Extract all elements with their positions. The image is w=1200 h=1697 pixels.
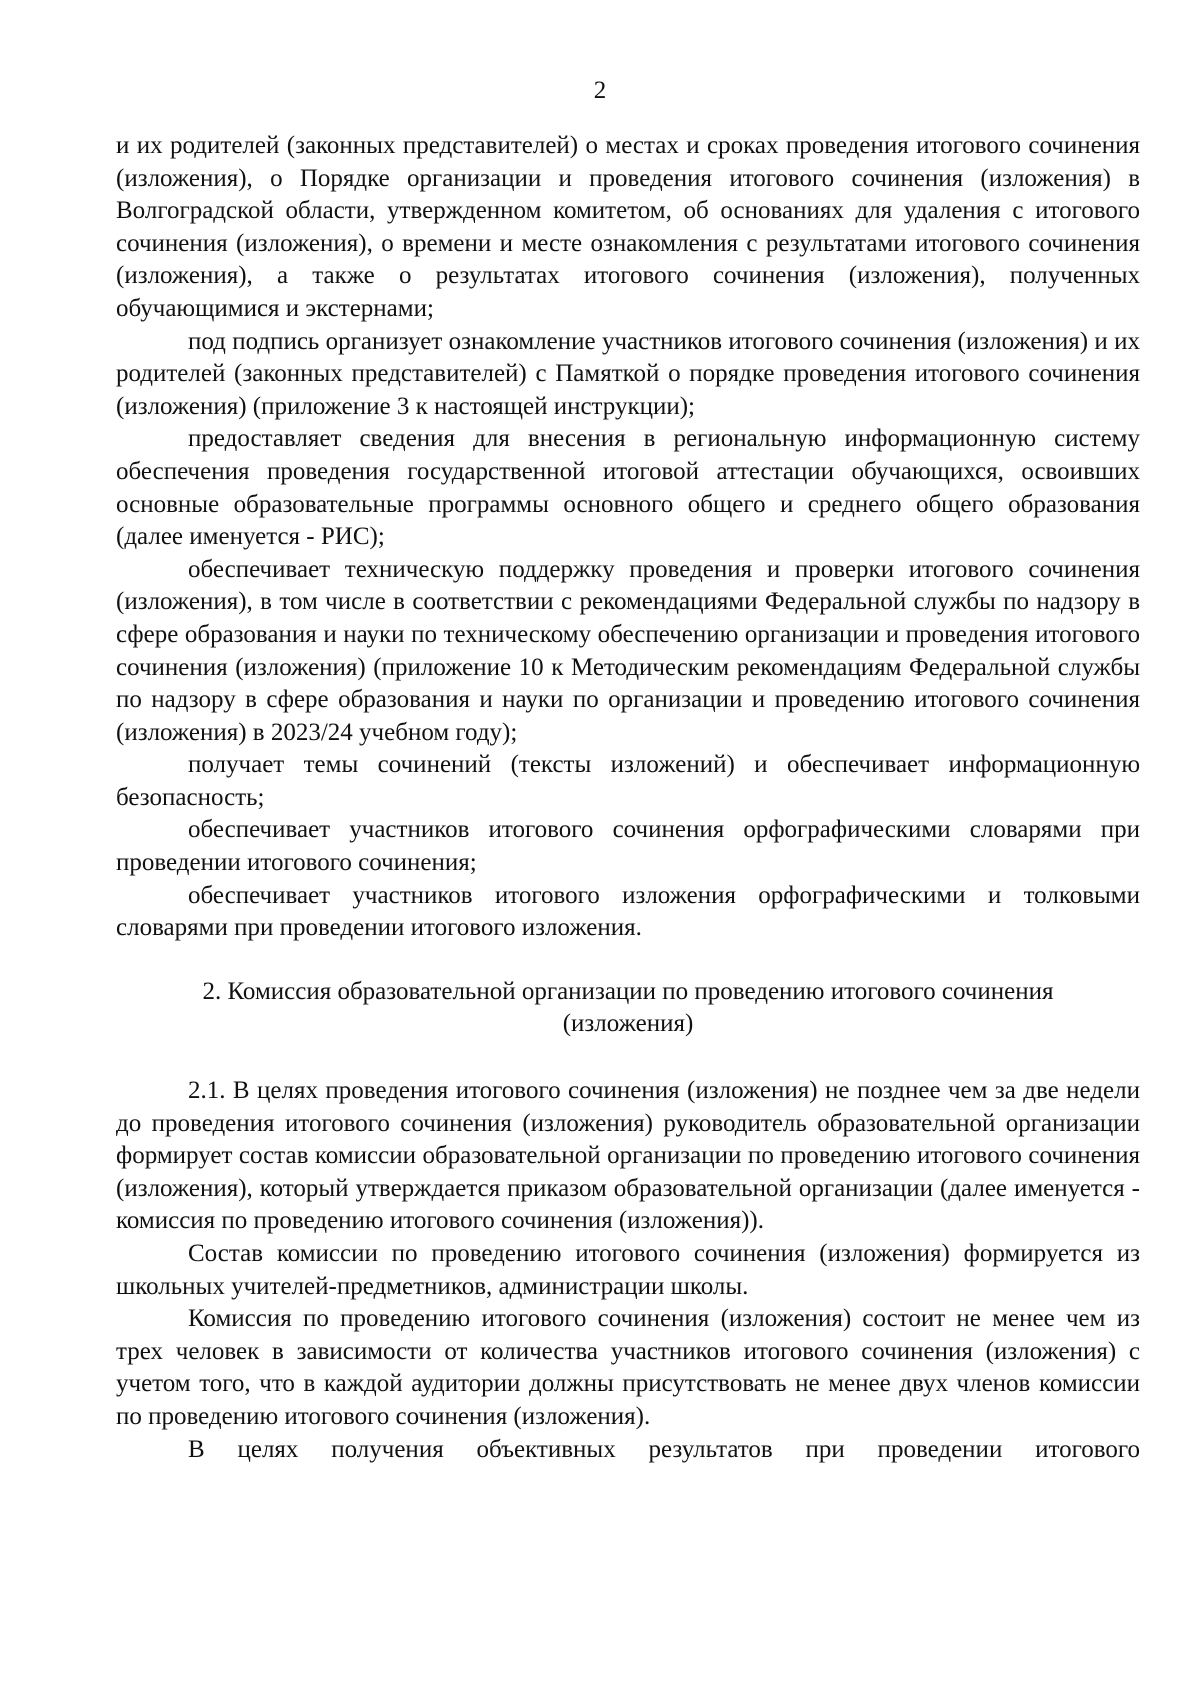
- paragraph: под подпись организует ознакомление участников итогового сочинения (изложения) и их родителей (законных представителей) с Памяткой о порядке проведения итогового сочинения (изложения) (приложение 3 к настоящей инструкции);: [116, 327, 1140, 420]
- paragraph-truncated: В целях получения объективных результатов при проведении итогового: [188, 1435, 1140, 1463]
- paragraph: предоставляет сведения для внесения в региональную информационную систему обеспечения проведения государственной итоговой аттестации обучающихся, освоивших основные образовательные программы основного общего и среднего общего образования (далее именуется - РИС);: [116, 425, 1140, 551]
- paragraph: обеспечивает техническую поддержку проведения и проверки итогового сочинения (изложения), в том числе в соответствии с рекомендациями Федеральной службы по надзору в сфере образования и науки по техническому обеспечению организации и проведения итогового сочинения (изложения) (приложение 10 к Методическим рекомендациям Федеральной службы по надзору в сфере образования и науки по организации и проведению итогового сочинения (изложения) в 2023/24 учебном году);: [116, 555, 1140, 746]
- paragraph: обеспечивает участников итогового изложения орфографическими и толковыми словарями при проведении итогового изложения.: [116, 881, 1140, 942]
- paragraph: Состав комиссии по проведению итогового сочинения (изложения) формируется из школьных учителей-предметников, администрации школы.: [116, 1240, 1140, 1300]
- paragraph-continuation: и их родителей (законных представителей) о местах и сроках проведения итогового сочинения (изложения), о Порядке организации и проведения итогового сочинения (изложения) в Волгоградской области, утвержденном комитетом, об основаниях для удаления с итогового сочинения (изложения), о времени и месте ознакомления с результатами итогового сочинения (изложения), а также о результатах итогового сочинения (изложения), полученных обучающимися и экстернами;: [116, 132, 1140, 322]
- page-number: 2: [593, 77, 607, 104]
- paragraph: получает темы сочинений (тексты изложений) и обеспечивает информационную безопасность;: [116, 751, 1140, 811]
- paragraph: обеспечивает участников итогового сочинения орфографическими словарями при проведении итогового сочинения;: [116, 816, 1140, 877]
- paragraph: Комиссия по проведению итогового сочинения (изложения) состоит не менее чем из трех человек в зависимости от количества участников итогового сочинения (изложения) с учетом того, что в каждой аудитории должны присутствовать не менее двух членов комиссии по проведению итогового сочинения (изложения).: [116, 1305, 1140, 1430]
- document-body: [116, 130, 1140, 1466]
- paragraph: 2.1. В целях проведения итогового сочинения (изложения) не позднее чем за две недели до проведения итогового сочинения (изложения) руководитель образовательной организации формирует состав комиссии образовательной организации по проведению итогового сочинения (изложения), который утверждается приказом образовательной организации (далее именуется - комиссия по проведению итогового сочинения (изложения)).: [116, 1077, 1140, 1235]
- section-heading: 2. Комиссия образовательной организации по проведению итогового сочинения (изложения): [202, 977, 1054, 1038]
